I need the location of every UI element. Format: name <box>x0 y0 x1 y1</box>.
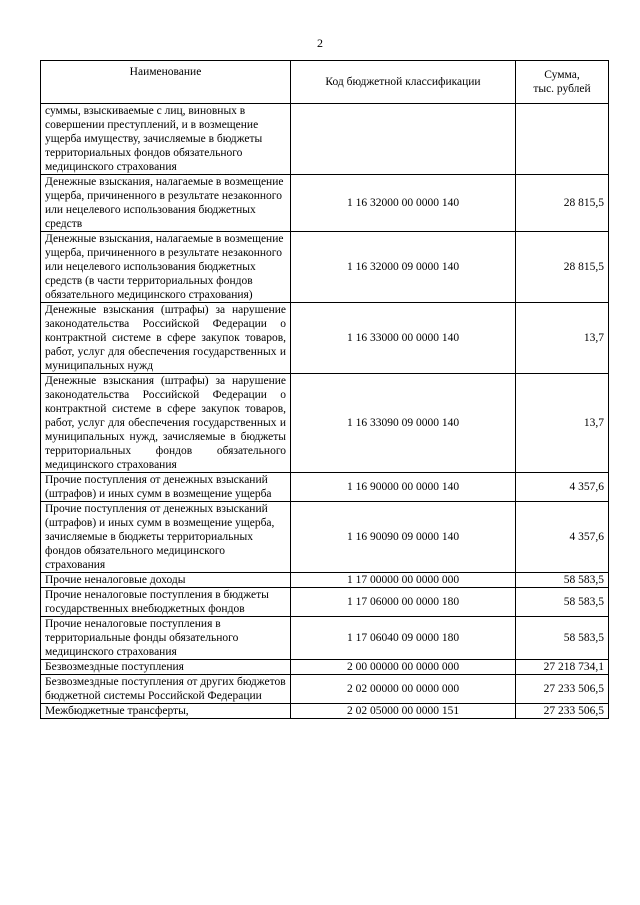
table-row <box>41 473 609 502</box>
row-sum: 58 583,5 <box>516 588 609 617</box>
row-code <box>291 104 516 175</box>
row-name: Прочие поступления от денежных взысканий (штрафов) и иных сумм в возмещение ущерба, зачисляемые в бюджеты территориальных фондов обязательного медицинского страхования <box>41 502 291 573</box>
row-code: 2 00 00000 00 0000 000 <box>291 660 516 675</box>
table-row <box>41 502 609 573</box>
row-sum <box>516 104 609 175</box>
table-row <box>41 617 609 660</box>
table-row <box>41 660 609 675</box>
table-row <box>41 175 609 232</box>
row-sum: 4 357,6 <box>516 502 609 573</box>
row-code: 2 02 05000 00 0000 151 <box>291 704 516 719</box>
row-name: Безвозмездные поступления <box>41 660 291 675</box>
row-name: Межбюджетные трансферты, <box>41 704 291 719</box>
row-name: Прочие неналоговые поступления в территориальные фонды обязательного медицинского страхования <box>41 617 291 660</box>
row-name: Прочие неналоговые доходы <box>41 573 291 588</box>
row-sum: 58 583,5 <box>516 573 609 588</box>
row-sum: 28 815,5 <box>516 232 609 303</box>
row-sum: 28 815,5 <box>516 175 609 232</box>
row-sum: 27 233 506,5 <box>516 704 609 719</box>
header-sum: Сумма, тыс. рублей <box>516 61 609 104</box>
header-code: Код бюджетной классификации <box>291 61 516 104</box>
row-code: 1 16 90000 00 0000 140 <box>291 473 516 502</box>
row-code: 1 16 32000 00 0000 140 <box>291 175 516 232</box>
row-code: 2 02 00000 00 0000 000 <box>291 675 516 704</box>
row-name: Денежные взыскания, налагаемые в возмещение ущерба, причиненного в результате незаконного или нецелевого использования бюджетных средств <box>41 175 291 232</box>
row-code: 1 16 33000 00 0000 140 <box>291 303 516 374</box>
table-row <box>41 232 609 303</box>
table-row <box>41 675 609 704</box>
row-name: Денежные взыскания, налагаемые в возмещение ущерба, причиненного в результате незаконного или нецелевого использования бюджетных средств (в части территориальных фондов обязательного медицинского страхования) <box>41 232 291 303</box>
row-code: 1 16 33090 09 0000 140 <box>291 374 516 473</box>
row-code: 1 16 32000 09 0000 140 <box>291 232 516 303</box>
row-name: Безвозмездные поступления от других бюджетов бюджетной системы Российской Федерации <box>41 675 291 704</box>
header-name: Наименование <box>41 61 291 104</box>
table-row <box>41 374 609 473</box>
row-sum: 4 357,6 <box>516 473 609 502</box>
page-number: 2 <box>317 36 323 50</box>
row-code: 1 17 00000 00 0000 000 <box>291 573 516 588</box>
row-sum: 58 583,5 <box>516 617 609 660</box>
table-row <box>41 104 609 175</box>
table-row <box>41 303 609 374</box>
row-name: Денежные взыскания (штрафы) за нарушение законодательства Российской Федерации о контрактной системе в сфере закупок товаров, работ, услуг для обеспечения государственных и муниципальных нужд, зачисляемые в бюджеты территориальных фондов обязательного медицинского страхования <box>41 374 291 473</box>
row-code: 1 16 90090 09 0000 140 <box>291 502 516 573</box>
row-code: 1 17 06000 00 0000 180 <box>291 588 516 617</box>
budget-table <box>40 60 609 719</box>
row-name: Прочие неналоговые поступления в бюджеты государственных внебюджетных фондов <box>41 588 291 617</box>
table-row <box>41 588 609 617</box>
row-sum: 27 233 506,5 <box>516 675 609 704</box>
row-sum: 27 218 734,1 <box>516 660 609 675</box>
row-name: Денежные взыскания (штрафы) за нарушение законодательства Российской Федерации о контрактной системе в сфере закупок товаров, работ, услуг для обеспечения государственных и муниципальных нужд <box>41 303 291 374</box>
row-name: Прочие поступления от денежных взысканий (штрафов) и иных сумм в возмещение ущерба <box>41 473 291 502</box>
row-sum: 13,7 <box>516 303 609 374</box>
table-header-row <box>41 61 609 104</box>
row-name: суммы, взыскиваемые с лиц, виновных в совершении преступлений, и в возмещение ущерба имуществу, зачисляемые в бюджеты территориальных фондов обязательного медицинского страхования <box>41 104 291 175</box>
row-sum: 13,7 <box>516 374 609 473</box>
table-row <box>41 573 609 588</box>
table-row <box>41 704 609 719</box>
row-code: 1 17 06040 09 0000 180 <box>291 617 516 660</box>
